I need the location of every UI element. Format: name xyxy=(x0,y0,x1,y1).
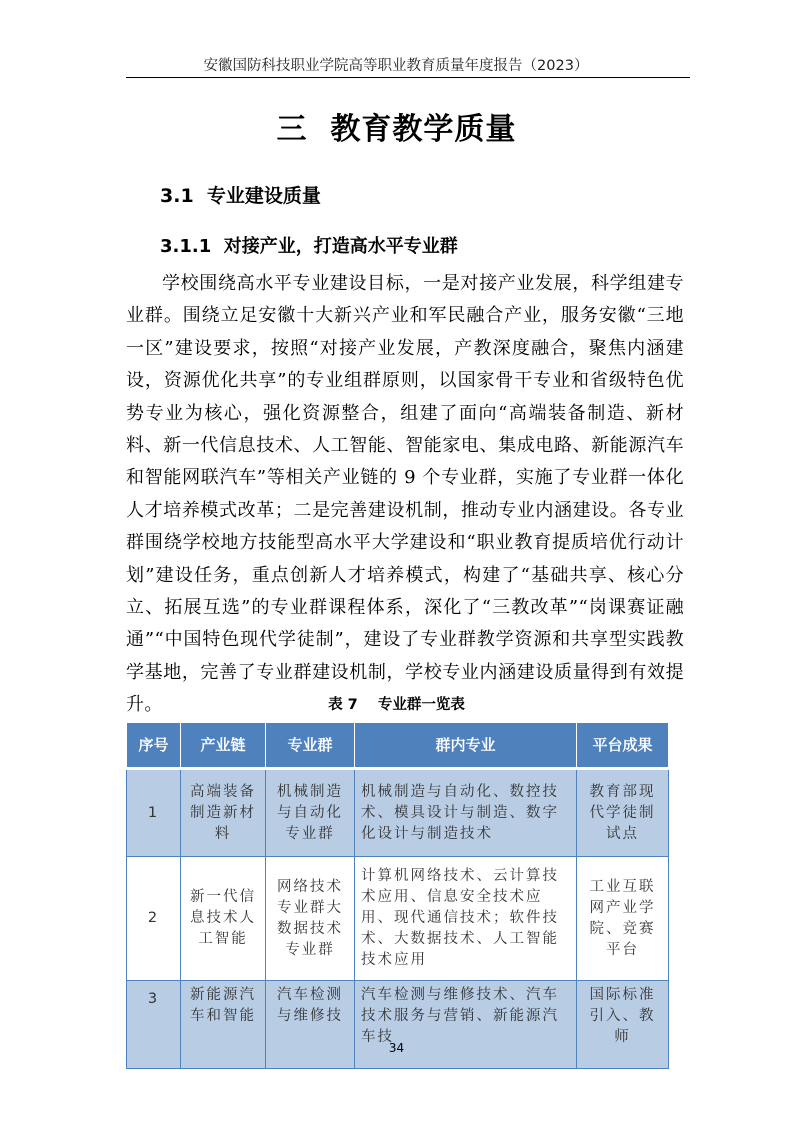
section-title: 3.1 专业建设质量 xyxy=(160,185,321,207)
cell-no: 2 xyxy=(127,857,181,981)
chapter-title: 三 教育教学质量 xyxy=(276,112,517,147)
body-paragraph: 学校围绕高水平专业建设目标，一是对接产业发展，科学组建专业群。围绕立足安徽十大新兴产业和军民融合产业，服务安徽“三地一区”建设要求，按照“对接产业发展，产教深度融合，聚焦内涵建设，资源优化共享”的专业组群原则，以国家骨干专业和省级特色优势专业为核心，强化资源整合，组建了面向“高端装备制造、新材料、新一代信息技术、人工智能、智能家电、集成电路、新能源汽车和智能网联汽车”等相关产业链的 9 个专业群，实施了专业群一体化人才培养模式改革；二是完善建设机制，推动专业内涵建设。各专业群围绕学校地方技能型高水平大学建设和“职业教育提质培优行动计划”建设任务，重点创新人才培养模式，构建了“基础共享、核心分立、拓展互选”的专业群课程体系，深化了“三教改革”“岗课赛证融通”“中国特色现代学徒制”，建设了专业群教学资源和共享型实践教学基地，完善了专业群建设机制，学校专业内涵建设质量得到有效提升。 xyxy=(126,273,684,716)
cell-majors: 机械制造与自动化、数控技术、模具设计与制造、数字化设计与制造技术 xyxy=(355,769,577,857)
cell-no: 1 xyxy=(127,769,181,857)
running-header: 安徽国防科技职业学院高等职业教育质量年度报告（2023） xyxy=(203,58,589,74)
cell-majors: 汽车检测与维修技术、汽车技术服务与营销、新能源汽车技 xyxy=(355,981,577,1069)
cell-majors: 计算机网络技术、云计算技术应用、信息安全技术应用、现代通信技术；软件技术、大数据技术、人工智能技术应用 xyxy=(355,857,577,981)
col-header-cluster: 专业群 xyxy=(266,723,355,769)
table-row xyxy=(127,981,669,1069)
cell-platform: 国际标准引入、教师 xyxy=(577,981,669,1069)
cell-industry: 新一代信息技术人工智能 xyxy=(181,857,266,981)
table-row xyxy=(127,769,669,857)
col-header-platform: 平台成果 xyxy=(577,723,669,769)
table-header-row xyxy=(127,723,669,769)
cell-cluster: 网络技术专业群大数据技术专业群 xyxy=(266,857,355,981)
cluster-table xyxy=(126,722,669,1069)
subsection-title: 3.1.1 对接产业，打造高水平专业群 xyxy=(160,236,458,257)
col-header-industry: 产业链 xyxy=(181,723,266,769)
cell-platform: 教育部现代学徒制试点 xyxy=(577,769,669,857)
col-header-no: 序号 xyxy=(127,723,181,769)
cell-cluster: 机械制造与自动化专业群 xyxy=(266,769,355,857)
cell-cluster: 汽车检测与维修技 xyxy=(266,981,355,1069)
col-header-majors: 群内专业 xyxy=(355,723,577,769)
cell-industry: 高端装备制造新材料 xyxy=(181,769,266,857)
cell-industry: 新能源汽车和智能 xyxy=(181,981,266,1069)
table-caption: 表 7 专业群一览表 xyxy=(328,697,465,713)
cell-no: 3 xyxy=(127,981,181,1069)
cell-platform: 工业互联网产业学院、竞赛平台 xyxy=(577,857,669,981)
table-row xyxy=(127,857,669,981)
page-number: 34 xyxy=(388,1041,405,1055)
